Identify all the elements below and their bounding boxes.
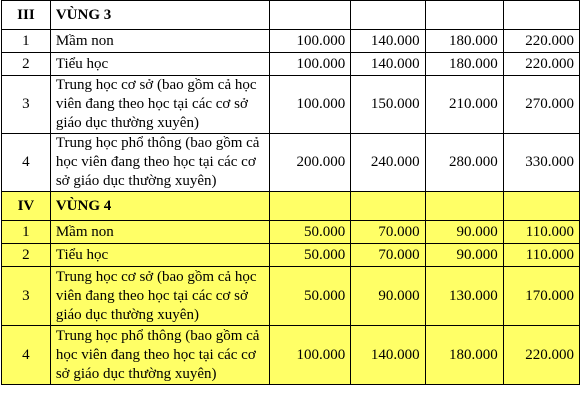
table-row — [2, 326, 580, 385]
fee-value: 70.000 — [351, 244, 425, 267]
fee-value: 200.000 — [270, 134, 351, 192]
fee-value: 90.000 — [351, 267, 425, 326]
region-header-row — [2, 192, 580, 221]
fee-value: 210.000 — [425, 76, 503, 134]
table-row — [2, 76, 580, 134]
fee-value: 270.000 — [503, 76, 579, 134]
fee-value: 150.000 — [351, 76, 425, 134]
fee-value: 180.000 — [425, 30, 503, 53]
row-index: 3 — [2, 267, 51, 326]
fee-value: 220.000 — [503, 30, 579, 53]
region-numeral: III — [2, 1, 51, 30]
fee-value: 180.000 — [425, 326, 503, 385]
table-row — [2, 134, 580, 192]
education-level: Trung học phổ thông (bao gồm cả học viên đang theo học tại các cơ sở giáo dục thường xuyên) — [50, 326, 270, 385]
fee-value: 180.000 — [425, 53, 503, 76]
row-index: 4 — [2, 134, 51, 192]
fee-value: 50.000 — [270, 267, 351, 326]
education-level: Mầm non — [50, 30, 270, 53]
empty-cell — [503, 1, 579, 30]
row-index: 1 — [2, 30, 51, 53]
empty-cell — [270, 1, 351, 30]
fee-value: 100.000 — [270, 53, 351, 76]
fee-value: 330.000 — [503, 134, 579, 192]
fee-value: 50.000 — [270, 244, 351, 267]
table-row — [2, 221, 580, 244]
row-index: 4 — [2, 326, 51, 385]
fee-value: 220.000 — [503, 53, 579, 76]
education-level: Tiểu học — [50, 244, 270, 267]
education-level: Trung học cơ sở (bao gồm cả học viên đang theo học tại các cơ sở giáo dục thường xuyên) — [50, 76, 270, 134]
row-index: 2 — [2, 244, 51, 267]
fee-value: 110.000 — [503, 221, 579, 244]
region-header-row — [2, 1, 580, 30]
education-level: Tiểu học — [50, 53, 270, 76]
table-row — [2, 244, 580, 267]
fee-value: 170.000 — [503, 267, 579, 326]
fee-value: 90.000 — [425, 244, 503, 267]
tuition-fee-table — [1, 0, 580, 385]
fee-value: 130.000 — [425, 267, 503, 326]
education-level: Trung học cơ sở (bao gồm cả học viên đang theo học tại các cơ sở giáo dục thường xuyên) — [50, 267, 270, 326]
empty-cell — [270, 192, 351, 221]
fee-value: 100.000 — [270, 76, 351, 134]
empty-cell — [425, 1, 503, 30]
table-row — [2, 267, 580, 326]
fee-value: 240.000 — [351, 134, 425, 192]
empty-cell — [351, 1, 425, 30]
table-row — [2, 30, 580, 53]
fee-value: 70.000 — [351, 221, 425, 244]
education-level: Mầm non — [50, 221, 270, 244]
fee-value: 280.000 — [425, 134, 503, 192]
fee-value: 90.000 — [425, 221, 503, 244]
empty-cell — [503, 192, 579, 221]
region-numeral: IV — [2, 192, 51, 221]
region-title: VÙNG 4 — [50, 192, 270, 221]
fee-value: 140.000 — [351, 326, 425, 385]
empty-cell — [425, 192, 503, 221]
fee-value: 100.000 — [270, 30, 351, 53]
fee-value: 140.000 — [351, 53, 425, 76]
fee-value: 220.000 — [503, 326, 579, 385]
row-index: 1 — [2, 221, 51, 244]
fee-value: 110.000 — [503, 244, 579, 267]
fee-value: 140.000 — [351, 30, 425, 53]
fee-value: 100.000 — [270, 326, 351, 385]
fee-value: 50.000 — [270, 221, 351, 244]
empty-cell — [351, 192, 425, 221]
row-index: 3 — [2, 76, 51, 134]
region-title: VÙNG 3 — [50, 1, 270, 30]
table-row — [2, 53, 580, 76]
education-level: Trung học phổ thông (bao gồm cả học viên đang theo học tại các cơ sở giáo dục thường xuyên) — [50, 134, 270, 192]
row-index: 2 — [2, 53, 51, 76]
